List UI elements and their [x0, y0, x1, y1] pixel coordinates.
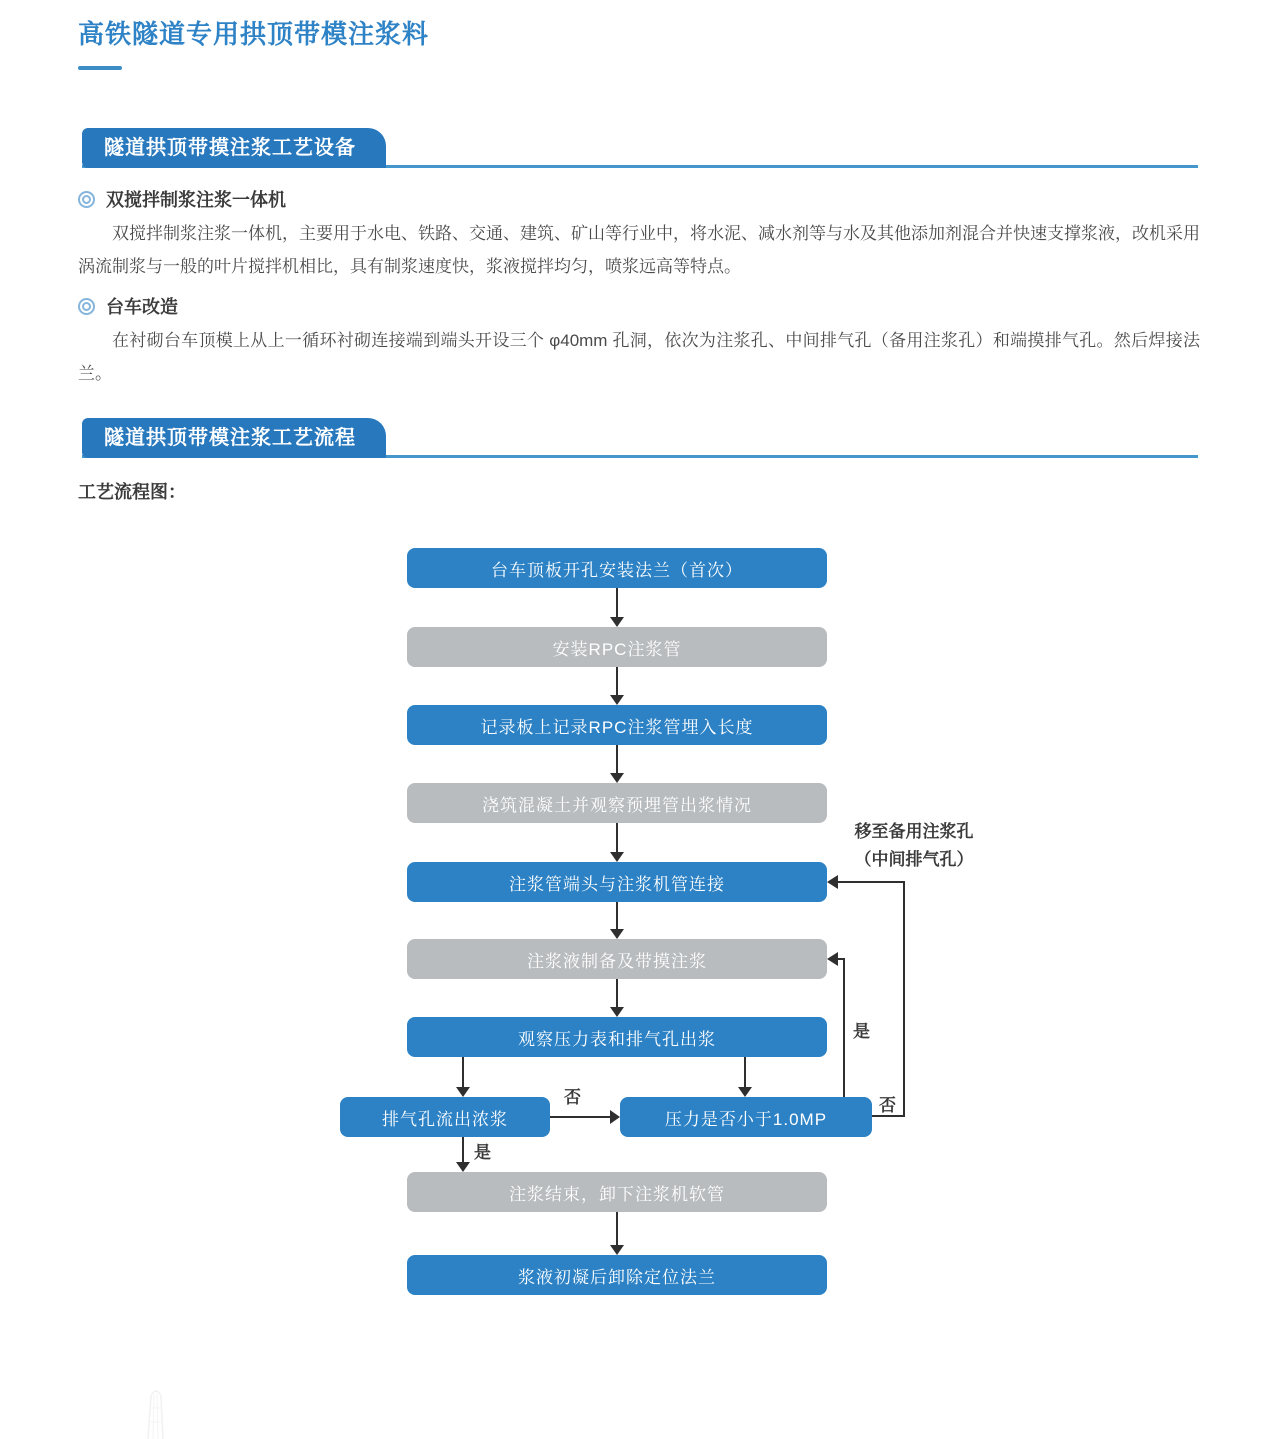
- arrow-1-2: [616, 588, 618, 617]
- process-flowchart: [0, 520, 1280, 1335]
- arrow-10-11: [616, 1212, 618, 1245]
- edge-label-yes-down: 是: [474, 1143, 491, 1162]
- title-underline: [78, 66, 122, 70]
- ring-bullet-icon: [78, 298, 95, 315]
- flow-node-pour-concrete: 浇筑混凝土并观察预埋管出浆情况: [407, 783, 827, 823]
- edge-label-no-right: 否: [564, 1088, 581, 1107]
- arrow-7-8: [462, 1057, 464, 1087]
- yes-loop-arrowhead-icon: [827, 952, 838, 966]
- flow-node-pressure-check: 压力是否小于1.0MP: [620, 1097, 872, 1137]
- edge-label-no-loop: 否: [879, 1096, 896, 1115]
- loop-annotation-line2: （中间排气孔）: [854, 850, 974, 869]
- bullet-trolley: [78, 293, 1200, 319]
- arrow-4-5: [616, 823, 618, 852]
- edge-label-yes-loop: 是: [853, 1022, 870, 1041]
- arrow-5-6: [616, 902, 618, 929]
- bullet-mixer: [78, 186, 1200, 212]
- bullet-mixer-body: 双搅拌制浆注浆一体机，主要用于水电、铁路、交通、建筑、矿山等行业中，将水泥、减水剂等与水及其他添加剂混合并快速支撑浆液，改机采用涡流制浆与一般的叶片搅拌机相比，具有制浆速度快，浆液搅拌均匀，喷浆远高等特点。: [78, 224, 1200, 276]
- flow-node-observe-gauge: 观察压力表和排气孔出浆: [407, 1017, 827, 1057]
- arrow-7-9: [744, 1057, 746, 1087]
- loop-annotation-line1: 移至备用注浆孔: [854, 822, 974, 841]
- loop-annotation: [836, 818, 992, 874]
- section-header-process: [82, 418, 1198, 458]
- no-loop-arrowhead-icon: [827, 875, 838, 889]
- flow-node-install-rpc-pipe: 安装RPC注浆管: [407, 627, 827, 667]
- bullet-trolley-body: 在衬砌台车顶模上从上一循环衬砌连接端到端头开设三个 φ40mm 孔洞，依次为注浆孔、中间排气孔（备用注浆孔）和端摸排气孔。然后焊接法兰。: [78, 331, 1200, 383]
- ring-bullet-icon: [78, 191, 95, 208]
- yes-loop-line-horizontal: [838, 958, 845, 960]
- arrow-8-10: [462, 1137, 464, 1162]
- flow-node-prepare-grout: 注浆液制备及带摸注浆: [407, 939, 827, 979]
- flow-node-connect-pipe: 注浆管端头与注浆机管连接: [407, 862, 827, 902]
- flow-node-install-flange: 台车顶板开孔安装法兰（首次）: [407, 548, 827, 588]
- no-loop-line-vertical: [903, 881, 905, 1117]
- section-header-equipment: [82, 128, 1198, 168]
- bullet-trolley-heading: 台车改造: [106, 297, 178, 317]
- arrow-6-7: [616, 979, 618, 1007]
- yes-loop-line-vertical: [843, 958, 845, 1097]
- building-watermark-icon: [118, 1388, 190, 1439]
- no-loop-line-top: [838, 881, 905, 883]
- flow-node-vent-slurry: 排气孔流出浓浆: [340, 1097, 550, 1137]
- arrow-3-4: [616, 745, 618, 773]
- flow-node-remove-flange: 浆液初凝后卸除定位法兰: [407, 1255, 827, 1295]
- bullet-mixer-heading: 双搅拌制浆注浆一体机: [106, 190, 286, 210]
- section-badge-process: 隧道拱顶带模注浆工艺流程: [82, 418, 386, 458]
- page-title: 高铁隧道专用拱顶带模注浆料: [78, 19, 430, 49]
- equipment-content: [78, 178, 1200, 400]
- arrow-2-3: [616, 667, 618, 695]
- section-badge-equipment: 隧道拱顶带摸注浆工艺设备: [82, 128, 386, 168]
- arrow-8-9: [550, 1116, 610, 1118]
- flow-node-record-length: 记录板上记录RPC注浆管埋入长度: [407, 705, 827, 745]
- flow-node-finish-grouting: 注浆结束，卸下注浆机软管: [407, 1172, 827, 1212]
- flow-diagram-label: 工艺流程图：: [78, 482, 186, 502]
